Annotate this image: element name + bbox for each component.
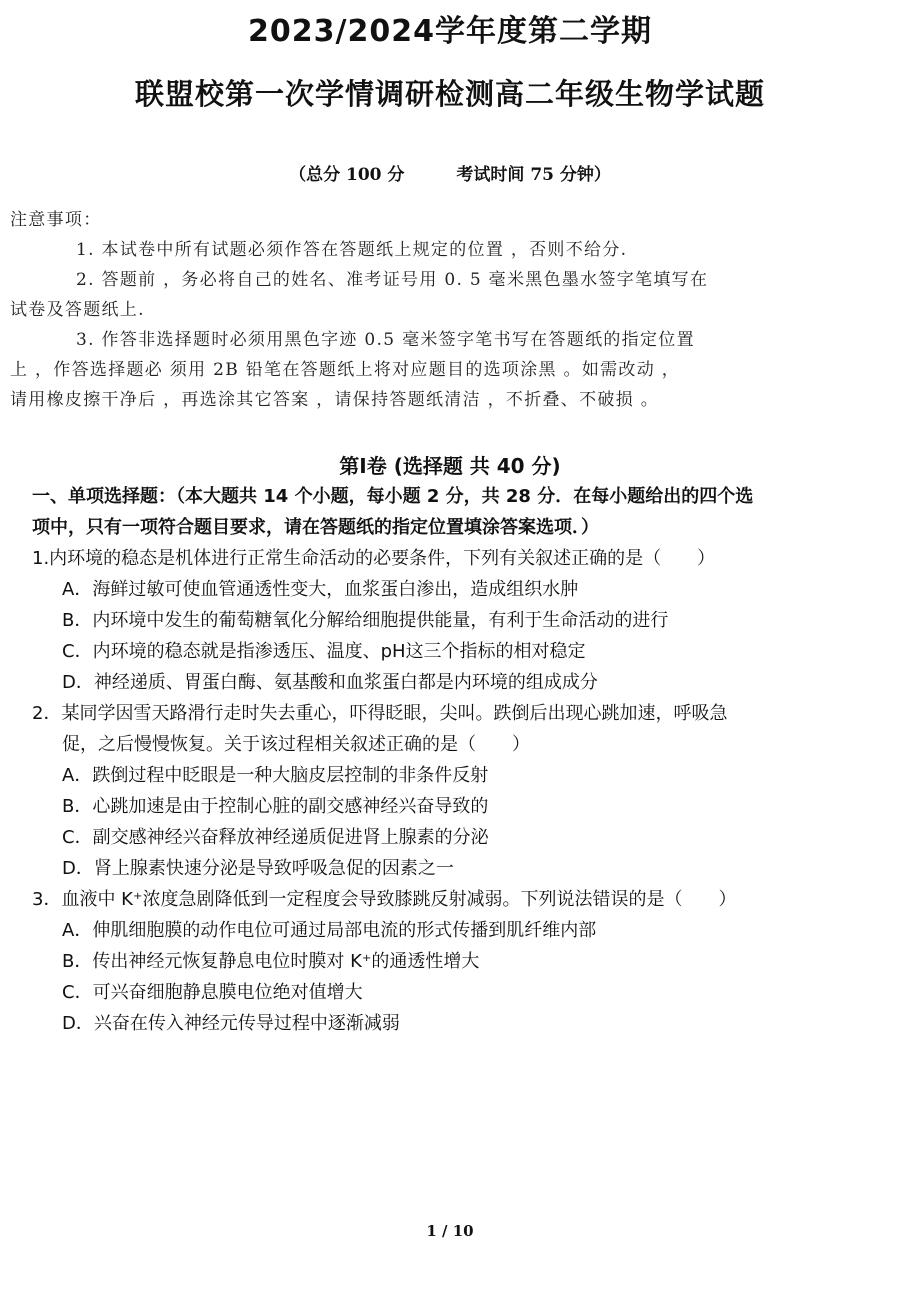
note-item-2-line2: 试卷及答题纸上. — [10, 300, 145, 320]
option-a: A．海鲜过敏可使血管通透性变大，血浆蛋白渗出，造成组织水肿 — [62, 579, 579, 600]
notes-heading: 注意事项： — [10, 210, 102, 230]
option-d: D．肾上腺素快速分泌是导致呼吸急促的因素之一 — [62, 858, 454, 879]
option-d: D．兴奋在传入神经元传导过程中逐渐减弱 — [62, 1013, 400, 1034]
note-item-3-line1: 3. 作答非选择题时必须用黑色字迹 0.5 毫米签字笔书写在答题纸的指定位置 — [76, 330, 695, 350]
total-score: （总分 100 分 — [289, 165, 405, 185]
option-a: A．跌倒过程中眨眼是一种大脑皮层控制的非条件反射 — [62, 765, 489, 786]
question-2 — [32, 698, 867, 884]
option-b: B．心跳加速是由于控制心脏的副交感神经兴奋导致的 — [62, 796, 489, 817]
exam-time: 考试时间 75 分钟） — [456, 165, 611, 185]
notes-block — [10, 205, 870, 415]
option-c: C．内环境的稳态就是指渗透压、温度、pH这三个指标的相对稳定 — [62, 641, 586, 662]
page-number: 1 / 10 — [426, 1222, 474, 1240]
option-a: A．伸肌细胞膜的动作电位可通过局部电流的形式传播到肌纤维内部 — [62, 920, 597, 941]
note-item-2-line1: 2. 答题前 ，务必将自己的姓名、准考证号用 0. 5 毫米黑色墨水签字笔填写在 — [76, 270, 709, 290]
note-item-3-line3: 请用橡皮擦干净后 ，再选涂其它答案 ，请保持答题纸清洁 ，不折叠、不破损 。 — [10, 390, 660, 410]
note-item-1: 1. 本试卷中所有试题必须作答在答题纸上规定的位置 ，否则不给分. — [76, 240, 628, 260]
option-b: B．传出神经元恢复静息电位时膜对 K⁺的通透性增大 — [62, 951, 480, 972]
note-item-3-line2: 上 ，作答选择题必 须用 2B 铅笔在答题纸上将对应题目的选项涂黑 。如需改动 ， — [10, 360, 681, 380]
exam-title-line1: 2023/2024学年度第二学期 — [248, 14, 652, 49]
question-content — [32, 481, 867, 1039]
question-stem: 2．某同学因雪天路滑行走时失去重心，吓得眨眼，尖叫。跌倒后出现心跳加速，呼吸急 — [32, 703, 728, 724]
option-c: C．副交感神经兴奋释放神经递质促进肾上腺素的分泌 — [62, 827, 489, 848]
question-stem: 1.内环境的稳态是机体进行正常生命活动的必要条件，下列有关叙述正确的是（ ） — [32, 548, 716, 569]
score-time-line — [0, 160, 900, 185]
option-b: B．内环境中发生的葡萄糖氧化分解给细胞提供能量，有利于生命活动的进行 — [62, 610, 669, 631]
question-1 — [32, 543, 867, 698]
question-stem: 3．血液中 K⁺浓度急剧降低到一定程度会导致膝跳反射减弱。下列说法错误的是（ ） — [32, 889, 737, 910]
option-c: C．可兴奋细胞静息膜电位绝对值增大 — [62, 982, 363, 1003]
exam-title-line2: 联盟校第一次学情调研检测高二年级生物学试题 — [134, 77, 765, 111]
option-d: D．神经递质、胃蛋白酶、氨基酸和血浆蛋白都是内环境的组成成分 — [62, 672, 598, 693]
question-stem-continued: 促，之后慢慢恢复。关于该过程相关叙述正确的是（ ） — [62, 734, 530, 755]
section-instructions-line1: 一、单项选择题：（本大题共 14 个小题，每小题 2 分，共 28 分．在每小题给出的四个选 — [32, 486, 754, 507]
question-3 — [32, 884, 867, 1039]
section-title: 第Ⅰ卷 (选择题 共 40 分) — [339, 454, 561, 478]
section-instructions-line2: 项中，只有一项符合题目要求，请在答题纸的指定位置填涂答案选项．） — [32, 517, 599, 538]
